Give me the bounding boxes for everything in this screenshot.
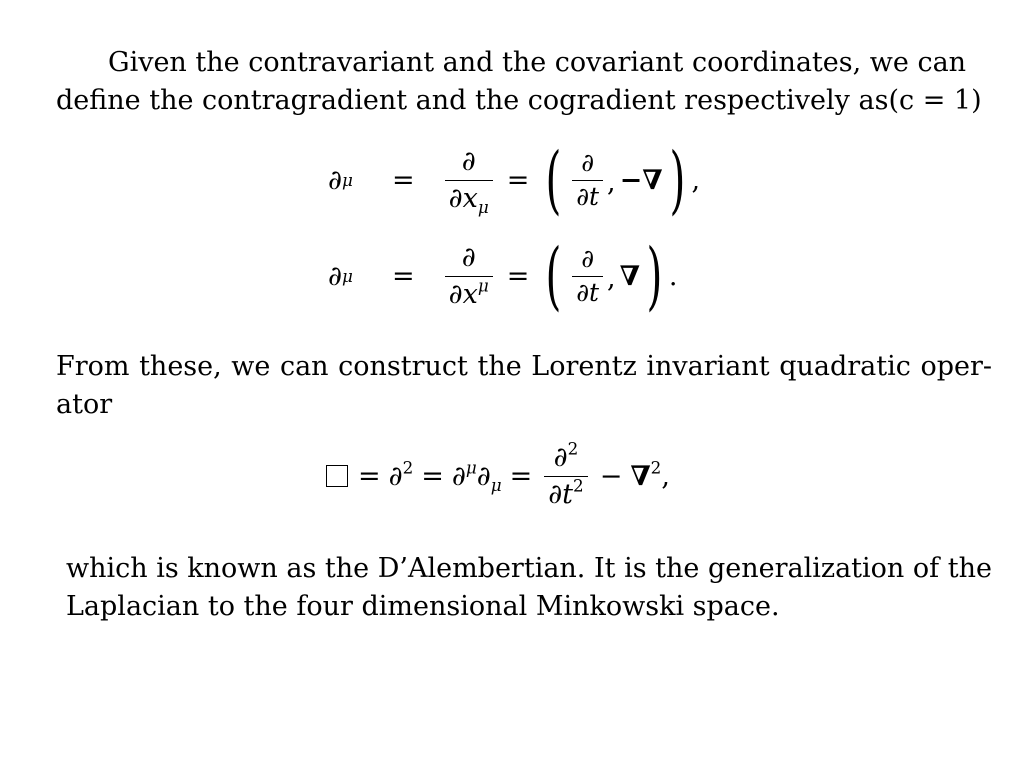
eq1-left-paren: ( <box>545 137 562 223</box>
eq1-end: , <box>691 164 701 196</box>
box-operator <box>326 465 348 487</box>
eq2-fraction: $\frac{\partial}{\partial x^\mu}$ <box>445 242 493 309</box>
intro-paragraph <box>56 44 982 120</box>
eq1-fraction: $\frac{\partial}{\partial x_\mu}$ <box>445 146 493 213</box>
middle-line-2: ator <box>56 389 113 420</box>
eq3-equals-2: = <box>421 460 444 492</box>
eq3-equals-3: = <box>509 460 533 492</box>
eq1-comma: , <box>607 167 616 198</box>
eq3-del-squared: ∂$^2$ <box>388 456 414 492</box>
eq3-time-second-derivative: $\frac{\partial^2}{\partial t^2}$ <box>544 442 587 509</box>
eq2-end: . <box>668 260 678 292</box>
eq2-comma: , <box>607 263 616 294</box>
equation-dalembertian <box>326 436 670 516</box>
closing-line-2: Laplacian to the four dimensional Minkowski space. <box>66 591 780 622</box>
eq1-right-paren: ) <box>669 137 685 223</box>
eq3-minus: − <box>599 460 623 492</box>
middle-paragraph <box>56 348 992 424</box>
eq2-time-fraction: $\frac{\partial}{\partial t}$ <box>572 245 603 307</box>
eq2-equals: = <box>392 260 415 292</box>
eq2-equals-2: = <box>506 260 530 292</box>
middle-line-1: From these, we can construct the Lorentz invariant quadratic oper- <box>56 351 992 382</box>
eq3-equals-1: = <box>358 460 381 492</box>
eq1-equals: = <box>392 164 415 196</box>
intro-line-2 <box>56 82 982 120</box>
eq1-lhs: ∂ μ <box>328 164 353 196</box>
intro-line-2-text: define the contragradient and the cogradient respectively as <box>56 85 889 116</box>
eq2-lhs: ∂ μ <box>328 260 353 292</box>
eq1-equals-2: = <box>506 164 530 196</box>
eq2-left-paren: ( <box>545 233 562 319</box>
equation-contragradient <box>328 137 701 223</box>
intro-line-1: Given the contravariant and the covariant coordinates, we can <box>108 47 967 78</box>
eq1-time-fraction: $\frac{\partial}{\partial t}$ <box>572 149 603 211</box>
eq3-end: , <box>661 460 670 492</box>
closing-line-1: which is known as the D’Alembertian. It is the generalization of the <box>66 553 992 584</box>
eq2-nabla: ∇ <box>619 260 640 292</box>
eq1-nabla: −∇ <box>619 164 663 196</box>
equation-cogradient <box>328 233 678 319</box>
eq3-del-product: $\partial^\mu\partial_\mu$ <box>451 456 502 495</box>
closing-paragraph <box>66 550 992 626</box>
intro-condition: (c = 1) <box>888 85 982 116</box>
eq3-laplacian: ∇$^2$ <box>630 456 662 492</box>
eq2-right-paren: ) <box>646 233 663 319</box>
